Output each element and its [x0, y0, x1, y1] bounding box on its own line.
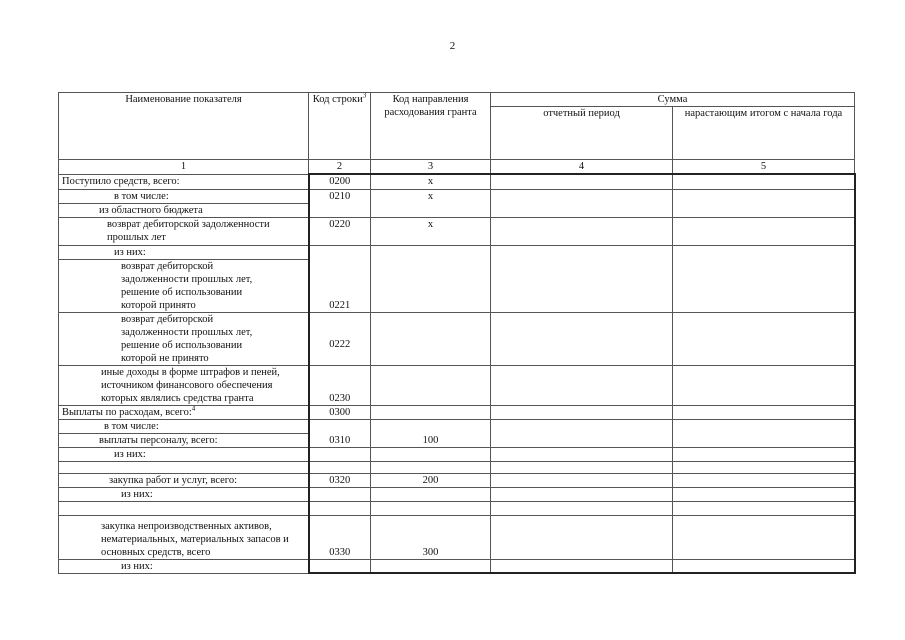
row-code: 0220: [309, 217, 371, 245]
table-row: [59, 365, 855, 405]
row-period-value: [491, 487, 673, 501]
header-direction: Код направления расходования гранта: [371, 93, 491, 160]
row-direction: 300: [371, 515, 491, 559]
row-code: 0210: [309, 189, 371, 217]
row-cumulative-value: [673, 405, 855, 419]
row-code: [309, 461, 371, 473]
row-period-value: [491, 312, 673, 365]
row-name: из них:: [59, 245, 309, 259]
row-period-value: [491, 365, 673, 405]
row-direction: x: [371, 217, 491, 245]
row-direction: [371, 312, 491, 365]
row-cumulative-value: [673, 447, 855, 461]
row-name: Поступило средств, всего:: [59, 174, 309, 189]
table-row: [59, 174, 855, 189]
row-name: из них:: [59, 559, 309, 573]
row-period-value: [491, 515, 673, 559]
row-code: 0230: [309, 365, 371, 405]
row-period-value: [491, 174, 673, 189]
row-cumulative-value: [673, 559, 855, 573]
column-number: 3: [371, 160, 491, 175]
row-code: 0320: [309, 473, 371, 487]
row-direction: [371, 245, 491, 312]
row-cumulative-value: [673, 501, 855, 515]
column-number: 4: [491, 160, 673, 175]
row-code: [309, 447, 371, 461]
table-row: [59, 501, 855, 515]
row-code: 0222: [309, 312, 371, 365]
row-period-value: [491, 405, 673, 419]
row-code: 0330: [309, 515, 371, 559]
row-cumulative-value: [673, 487, 855, 501]
table-row: [59, 245, 855, 259]
row-cumulative-value: [673, 245, 855, 312]
table-row: [59, 461, 855, 473]
row-code: [309, 559, 371, 573]
table-row: [59, 447, 855, 461]
row-code: 0221: [309, 245, 371, 312]
row-direction: x: [371, 189, 491, 217]
row-cumulative-value: [673, 419, 855, 447]
row-cumulative-value: [673, 365, 855, 405]
column-number: 1: [59, 160, 309, 175]
row-direction: [371, 559, 491, 573]
row-name: возврат дебиторской задолженности прошлых лет: [59, 217, 309, 245]
row-period-value: [491, 559, 673, 573]
row-direction: 100: [371, 419, 491, 447]
row-name: закупка непроизводственных активов, нематериальных, материальных запасов и основных средств, всего: [59, 515, 309, 559]
row-period-value: [491, 473, 673, 487]
row-code: [309, 487, 371, 501]
row-cumulative-value: [673, 174, 855, 189]
table-row: [59, 473, 855, 487]
row-period-value: [491, 245, 673, 312]
row-code: 0300: [309, 405, 371, 419]
row-period-value: [491, 447, 673, 461]
table-row: [59, 487, 855, 501]
row-period-value: [491, 419, 673, 447]
row-direction: [371, 405, 491, 419]
table-row: [59, 419, 855, 433]
table-row: [59, 312, 855, 365]
header-cumulative: нарастающим итогом с начала года: [673, 107, 855, 160]
row-direction: [371, 461, 491, 473]
row-direction: 200: [371, 473, 491, 487]
row-name: [59, 461, 309, 473]
row-direction: x: [371, 174, 491, 189]
row-name: из областного бюджета: [59, 203, 309, 217]
row-name: в том числе:: [59, 419, 309, 433]
row-name: возврат дебиторской задолженности прошлых лет, решение об использовании которой принято: [59, 259, 309, 312]
column-number-row: [59, 160, 855, 175]
row-name: [59, 501, 309, 515]
row-code: [309, 501, 371, 515]
row-code: 0310: [309, 419, 371, 447]
header-period: отчетный период: [491, 107, 673, 160]
row-name: в том числе:: [59, 189, 309, 203]
row-name: Выплаты по расходам, всего:$^4$: [59, 405, 309, 419]
row-name: возврат дебиторской задолженности прошлых лет, решение об использовании которой не принято: [59, 312, 309, 365]
table-row: [59, 405, 855, 419]
row-name: выплаты персоналу, всего:: [59, 433, 309, 447]
header-name: Наименование показателя: [59, 93, 309, 160]
row-cumulative-value: [673, 515, 855, 559]
row-cumulative-value: [673, 312, 855, 365]
table-row: [59, 217, 855, 245]
row-name: иные доходы в форме штрафов и пеней, источником финансового обеспечения которых являлись средства гранта: [59, 365, 309, 405]
report-table: [58, 92, 856, 574]
row-cumulative-value: [673, 189, 855, 217]
row-direction: [371, 501, 491, 515]
page-number: 2: [449, 40, 456, 52]
row-name: из них:: [59, 447, 309, 461]
row-direction: [371, 487, 491, 501]
table-row: [59, 189, 855, 203]
row-period-value: [491, 461, 673, 473]
column-number: 2: [309, 160, 371, 175]
row-direction: [371, 447, 491, 461]
row-code: 0200: [309, 174, 371, 189]
table-row: [59, 515, 855, 559]
header-code: Код строки$^3$: [309, 93, 371, 160]
row-period-value: [491, 189, 673, 217]
header-sum: Сумма: [491, 93, 855, 107]
row-name: из них:: [59, 487, 309, 501]
row-period-value: [491, 217, 673, 245]
row-cumulative-value: [673, 217, 855, 245]
row-period-value: [491, 501, 673, 515]
row-name: закупка работ и услуг, всего:: [59, 473, 309, 487]
table-row: [59, 559, 855, 573]
row-cumulative-value: [673, 473, 855, 487]
row-cumulative-value: [673, 461, 855, 473]
row-direction: [371, 365, 491, 405]
header-row: [59, 93, 855, 107]
column-number: 5: [673, 160, 855, 175]
